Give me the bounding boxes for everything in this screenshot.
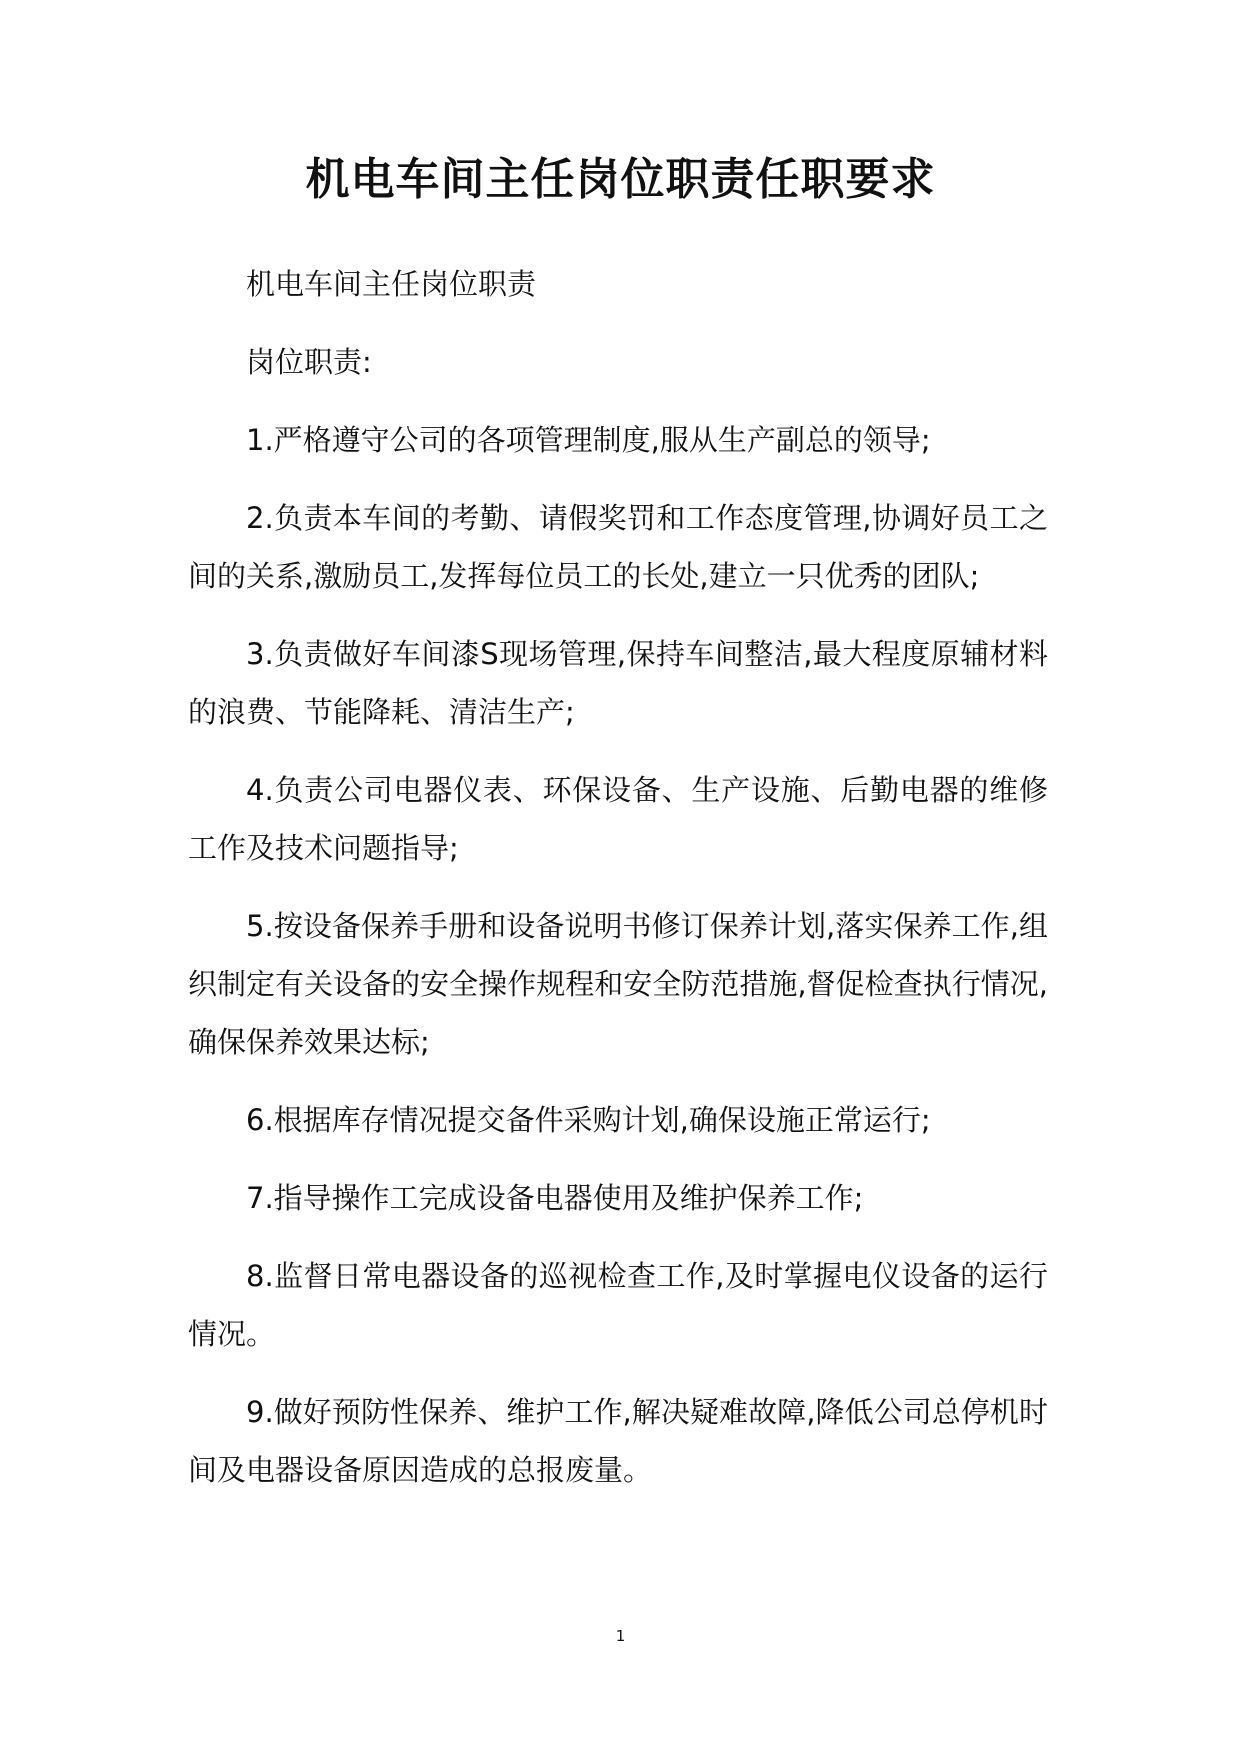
duty-item-7: 7.指导操作工完成设备电器使用及维护保养工作; bbox=[246, 1181, 864, 1215]
duty-item-4: 4.负责公司电器仪表、环保设备、生产设施、后勤电器的维修工作及技术问题指导; bbox=[188, 773, 1048, 865]
document-body bbox=[188, 255, 1048, 1519]
duty-item-2: 2.负责本车间的考勤、请假奖罚和工作态度管理,协调好员工之间的关系,激励员工,发挥每位员工的长处,建立一只优秀的团队; bbox=[188, 501, 1048, 593]
subsection-heading: 岗位职责: bbox=[246, 345, 372, 379]
page-number: 1 bbox=[615, 1627, 626, 1645]
duty-item-6: 6.根据库存情况提交备件采购计划,确保设施正常运行; bbox=[246, 1103, 931, 1137]
duty-item-8: 8.监督日常电器设备的巡视检查工作,及时掌握电仪设备的运行情况。 bbox=[188, 1259, 1048, 1351]
section-heading: 机电车间主任岗位职责 bbox=[246, 267, 537, 301]
duty-item-5: 5.按设备保养手册和设备说明书修订保养计划,落实保养工作,组织制定有关设备的安全操作规程和安全防范措施,督促检查执行情况,确保保养效果达标; bbox=[188, 909, 1048, 1059]
duty-item-1: 1.严格遵守公司的各项管理制度,服从生产副总的领导; bbox=[246, 423, 931, 457]
duty-item-9: 9.做好预防性保养、维护工作,解决疑难故障,降低公司总停机时间及电器设备原因造成的总报废量。 bbox=[188, 1395, 1048, 1487]
duty-item-3: 3.负责做好车间漆S现场管理,保持车间整洁,最大程度原辅材料的浪费、节能降耗、清洁生产; bbox=[188, 637, 1048, 729]
document-title: 机电车间主任岗位职责任职要求 bbox=[305, 154, 936, 205]
